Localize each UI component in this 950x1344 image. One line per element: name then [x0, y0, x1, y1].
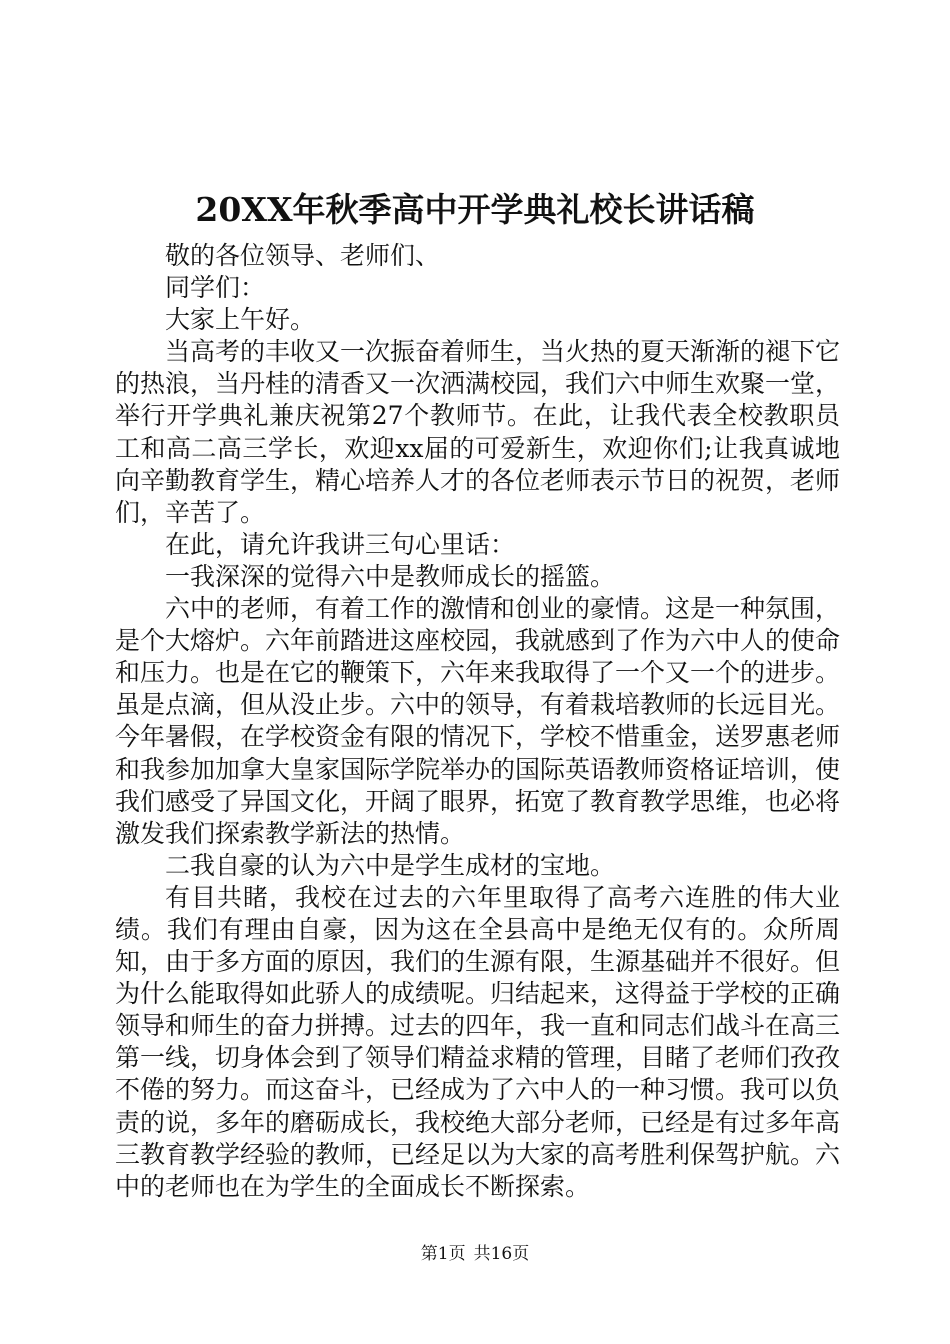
paragraph-salutation-2: 同学们： [165, 273, 266, 303]
paragraph-greeting: 大家上午好。 [165, 305, 316, 335]
paragraph-opening: 当高考的丰收又一次振奋着师生，当火热的夏天渐渐的褪下它的热浪，当丹桂的清香又一次洒满校园，我们六中师生欢聚一堂，举行开学典礼兼庆祝第27个教师节。在此，让我代表全校教职员工和高二高三学长，欢迎xx届的可爱新生，欢迎你们;让我真诚地向辛勤教育学生，精心培养人才的各位老师表示节日的祝贺，老师们，辛苦了。 [115, 337, 841, 527]
paragraph-intro-points: 在此，请允许我讲三句心里话： [165, 529, 516, 559]
paragraph-point-one-heading: 一我深深的觉得六中是教师成长的摇篮。 [165, 561, 616, 591]
page-total: 共16页 [473, 1244, 530, 1264]
paragraph-point-one-body: 六中的老师，有着工作的激情和创业的豪情。这是一种氛围，是个大熔炉。六年前踏进这座校园，我就感到了作为六中人的使命和压力。也是在它的鞭策下，六年来我取得了一个又一个的进步。虽是点滴，但从没止步。六中的领导，有着栽培教师的长远目光。今年暑假，在学校资金有限的情况下，学校不惜重金，送罗惠老师和我参加加拿大皇家国际学院举办的国际英语教师资格证培训，使我们感受了异国文化，开阔了眼界，拓宽了教育教学思维，也必将激发我们探索教学新法的热情。 [115, 594, 841, 848]
document-title: 20XX年秋季高中开学典礼校长讲话稿 [195, 190, 755, 229]
paragraph-point-two-heading: 二我自豪的认为六中是学生成材的宝地。 [165, 850, 616, 880]
document-body [115, 240, 840, 1203]
paragraph-point-two-body: 有目共睹，我校在过去的六年里取得了高考六连胜的伟大业绩。我们有理由自豪，因为这在全县高中是绝无仅有的。众所周知，由于多方面的原因，我们的生源有限，生源基础并不很好。但为什么能取得如此骄人的成绩呢。归结起来，这得益于学校的正确领导和师生的奋力拼搏。过去的四年，我一直和同志们战斗在高三第一线，切身体会到了领导们精益求精的管理，目睹了老师们孜孜不倦的努力。而这奋斗，已经成为了六中人的一种习惯。我可以负责的说，多年的磨砺成长，我校绝大部分老师，已经是有过多年高三教育教学经验的教师，已经足以为大家的高考胜利保驾护航。六中的老师也在为学生的全面成长不断探索。 [115, 882, 841, 1201]
page-number: 第1页 [420, 1244, 466, 1264]
page-footer [0, 1242, 950, 1266]
paragraph-salutation-1: 敬的各位领导、老师们、 [165, 241, 441, 270]
